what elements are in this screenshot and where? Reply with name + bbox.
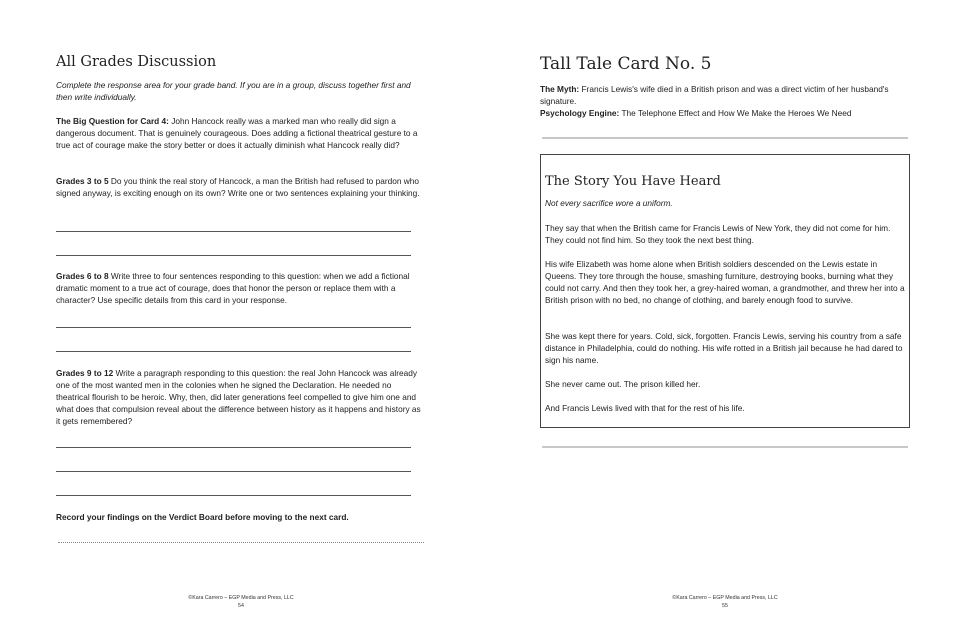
closing-instruction: Record your findings on the Verdict Board before moving to the next card. [56, 512, 349, 522]
grades-9-12-label: Grades 9 to 12 [56, 368, 114, 378]
answer-line[interactable] [56, 447, 411, 448]
big-question [56, 115, 431, 151]
story-heading: The Story You Have Heard [545, 174, 721, 189]
divider [58, 542, 424, 543]
story-paragraph: And Francis Lewis lived with that for the rest of his life. [545, 403, 745, 413]
copyright: ©Kara Carrero – EGP Media and Press, LLC [188, 595, 294, 601]
answer-line[interactable] [56, 327, 411, 328]
story-subtitle: Not every sacrifice wore a uniform. [545, 198, 673, 208]
grades-6-8-prompt [56, 270, 416, 306]
grades-6-8-text: Write three to four sentences responding to this question: when we add a fictional dramatic moment to a true act of courage, does that honor the person or replace them with a character? Use specific details from this card in your response. [56, 271, 410, 305]
copyright: ©Kara Carrero – EGP Media and Press, LLC [672, 595, 778, 601]
page-footer [625, 594, 825, 610]
instructions: Complete the response area for your grade band. If you are in a group, discuss together first and then write individually. [56, 80, 411, 102]
story-paragraph: She never came out. The prison killed her. [545, 379, 701, 389]
myth [540, 83, 912, 107]
grades-3-5-label: Grades 3 to 5 [56, 176, 109, 186]
grades-9-12-text: Write a paragraph responding to this question: the real John Hancock was already one of the most wanted men in the colonies when he signed the Declaration. He needed no theatrical flourish to be heroic. Why, then, did later generations feel compelled to give him one and what does that compulsion reveal about the difference between history as it happens and history as it gets remembered? [56, 368, 421, 426]
story-paragraph: They say that when the British came for Francis Lewis of New York, they did not come for him. They could not find him. So they took the next best thing. [545, 223, 891, 245]
page-title: All Grades Discussion [56, 54, 217, 70]
grades-3-5-text: Do you think the real story of Hancock, a man the British had refused to pardon who signed anyway, is exciting enough on its own? Write one or two sentences explaining your thinking. [56, 176, 420, 198]
psychology-engine [540, 107, 912, 119]
card-title: Tall Tale Card No. 5 [540, 54, 712, 74]
engine-label: Psychology Engine: [540, 108, 620, 118]
answer-line[interactable] [56, 495, 411, 496]
answer-line[interactable] [56, 351, 411, 352]
big-question-label: The Big Question for Card 4: [56, 116, 169, 126]
grades-3-5-prompt [56, 175, 428, 199]
divider [542, 137, 908, 139]
page-footer [141, 594, 341, 610]
answer-line[interactable] [56, 255, 411, 256]
story-paragraph: She was kept there for years. Cold, sick, forgotten. Francis Lewis, serving his country from a safe distance in Philadelphia, could do nothing. His wife rotted in a British jail because he had dared to sign his name. [545, 331, 903, 365]
grades-9-12-prompt [56, 367, 426, 427]
page-number: 55 [722, 603, 728, 609]
grades-6-8-label: Grades 6 to 8 [56, 271, 109, 281]
story-box [540, 154, 910, 428]
story-paragraph: His wife Elizabeth was home alone when British soldiers descended on the Lewis estate in Queens. They tore through the house, smashing furniture, destroying books, burning what they could not carry. And then they took her, a grey-haired woman, a grandmother, and threw her into a British prison with no bed, no change of clothing, and barely enough food to survive. [545, 259, 905, 305]
answer-line[interactable] [56, 471, 411, 472]
myth-text: Francis Lewis's wife died in a British prison and was a direct victim of her husband's signature. [540, 84, 889, 106]
engine-text: The Telephone Effect and How We Make the Heroes We Need [619, 108, 852, 118]
big-question-text: John Hancock really was a marked man who really did sign a dangerous document. That is genuinely courageous. Does adding a fictional theatrical gesture to a true act of courage make the story better or does it actually diminish what Hancock really did? [56, 116, 418, 150]
myth-label: The Myth: [540, 84, 580, 94]
right-page [480, 0, 960, 626]
divider [542, 446, 908, 448]
answer-line[interactable] [56, 231, 411, 232]
page-number: 54 [238, 603, 244, 609]
